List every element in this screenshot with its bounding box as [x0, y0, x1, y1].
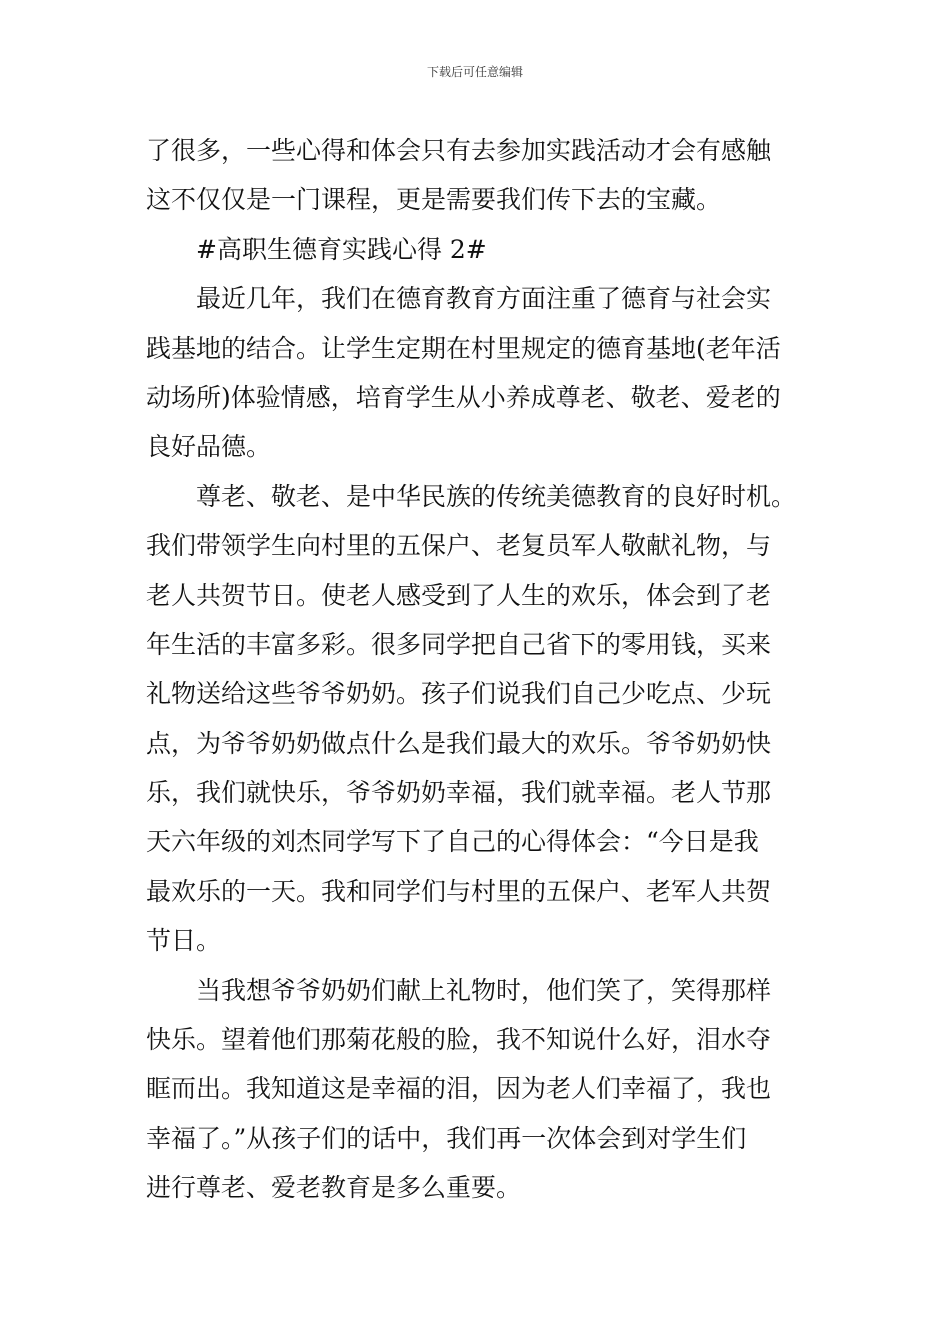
text-line: 最近几年，我们在德育教育方面注重了德育与社会实: [196, 284, 772, 314]
text-line: 点，为爷爷奶奶做点什么是我们最大的欢乐。爷爷奶奶快: [146, 728, 772, 758]
text-line: 眶而出。我知道这是幸福的泪，因为老人们幸福了，我也: [146, 1074, 772, 1104]
page-header-note: 下载后可任意编辑: [426, 65, 523, 79]
text-line: 我们带领学生向村里的五保户、老复员军人敬献礼物，与: [146, 531, 772, 561]
text-line: 进行尊老、爱老教育是多么重要。: [146, 1173, 522, 1203]
text-line: 践基地的结合。让学生定期在村里规定的德育基地(老年活: [146, 333, 781, 363]
text-line: 快乐。望着他们那菊花般的脸，我不知说什么好，泪水夺: [146, 1025, 772, 1055]
text-line: 这不仅仅是一门课程，更是需要我们传下去的宝藏。: [146, 185, 722, 215]
text-line: 动场所)体验情感，培育学生从小养成尊老、敬老、爱老的: [146, 382, 781, 412]
text-line: 老人共贺节日。使老人感受到了人生的欢乐，体会到了老: [146, 580, 772, 610]
text-line: 良好品德。: [146, 432, 272, 462]
text-line: 年生活的丰富多彩。很多同学把自己省下的零用钱，买来: [146, 629, 772, 659]
text-line: 当我想爷爷奶奶们献上礼物时，他们笑了，笑得那样: [196, 975, 772, 1005]
text-line: 节日。: [146, 926, 222, 956]
text-line: 了很多，一些心得和体会只有去参加实践活动才会有感触: [146, 136, 772, 165]
document-body: [146, 126, 826, 1213]
text-line: 天六年级的刘杰同学写下了自己的心得体会：“今日是我: [146, 827, 759, 857]
text-line: 礼物送给这些爷爷奶奶。孩子们说我们自己少吃点、少玩: [146, 679, 772, 709]
text-line: 最欢乐的一天。我和同学们与村里的五保户、老军人共贺: [146, 876, 772, 906]
text-line: 乐，我们就快乐，爷爷奶奶幸福，我们就幸福。老人节那: [146, 778, 772, 808]
text-line: 幸福了。”从孩子们的话中，我们再一次体会到对学生们: [146, 1123, 747, 1153]
text-line: 尊老、敬老、是中华民族的传统美德教育的良好时机。: [196, 481, 797, 511]
section-heading: #高职生德育实践心得 2#: [196, 234, 487, 264]
